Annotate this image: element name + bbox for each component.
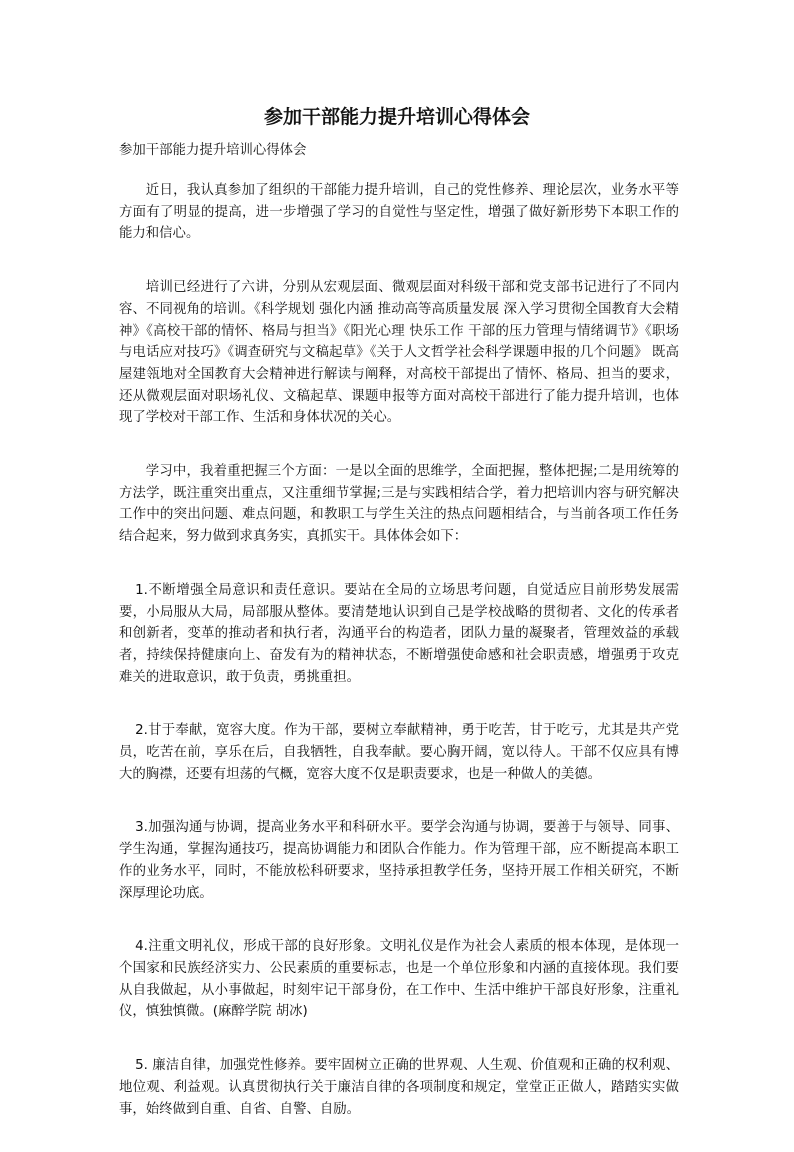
paragraph-intro: 近日，我认真参加了组织的干部能力提升培训，自己的党性修养、理论层次，业务水平等方面有了明显的提高，进一步增强了学习的自觉性与坚定性，增强了做好新形势下本职工作的能力和信心。 xyxy=(119,183,679,242)
paragraph-item-4: 4.注重文明礼仪，形成干部的良好形象。文明礼仪是作为社会人素质的根本体现，是体现一个国家和民族经济实力、公民素质的重要标志，也是一个单位形象和内涵的直接体现。我们要从自我做起，从小事做起，时刻牢记干部身份，在工作中、生活中维护干部良好形象，注重礼仪，慎独慎微。(麻醉学院 胡冰) xyxy=(119,939,679,1020)
paragraph-item-5: 5. 廉洁自律，加强党性修养。要牢固树立正确的世界观、人生观、价值观和正确的权利观、地位观、利益观。认真贯彻执行关于廉洁自律的各项制度和规定，堂堂正正做人，踏踏实实做事，始终做到自重、自省、自警、自励。 xyxy=(119,1058,679,1117)
paragraph-item-3: 3.加强沟通与协调，提高业务水平和科研水平。要学会沟通与协调，要善于与领导、同事、学生沟通，掌握沟通技巧，提高协调能力和团队合作能力。作为管理干部，应不断提高本职工作的业务水平，同时，不能放松科研要求，坚持承担教学任务，坚持开展工作相关研究，不断深厚理论功底。 xyxy=(119,820,679,901)
paragraph-study: 学习中，我着重把握三个方面：一是以全面的思维学，全面把握，整体把握;二是用统筹的方法学，既注重突出重点，又注重细节掌握;三是与实践相结合学，着力把培训内容与研究解决工作中的突出问题、难点问题，和教职工与学生关注的热点问题相结合，与当前各项工作任务结合起来，努力做到求真务实，真抓实干。具体体会如下： xyxy=(119,464,679,545)
paragraph-training: 培训已经进行了六讲，分别从宏观层面、微观层面对科级干部和党支部书记进行了不同内容、不同视角的培训。《科学规划 强化内涵 推动高等高质量发展 深入学习贯彻全国教育大会精神》《高校干部的情怀、格局与担当》《阳光心理 快乐工作 干部的压力管理与情绪调节》《职场与电话应对技巧》《调查研究与文稿起草》《关于人文哲学社会科学课题申报的几个问题》 既高屋建瓴地对全国教育大会精神进行解读与阐释，对高校干部提出了情怀、格局、担当的要求，还从微观层面对职场礼仪、文稿起草、课题申报等方面对高校干部进行了能力提升培训，也体现了学校对干部工作、生活和身体状况的关心。 xyxy=(119,280,679,426)
paragraph-item-2: 2.甘于奉献，宽容大度。作为干部，要树立奉献精神，勇于吃苦，甘于吃亏，尤其是共产党员，吃苦在前，享乐在后，自我牺牲，自我奉献。要心胸开阔，宽以待人。干部不仅应具有博大的胸襟，还要有坦荡的气概，宽容大度不仅是职责要求，也是一种做人的美德。 xyxy=(119,723,679,782)
document-subtitle: 参加干部能力提升培训心得体会 xyxy=(119,143,307,158)
document-title: 参加干部能力提升培训心得体会 xyxy=(263,106,530,128)
paragraph-item-1: 1.不断增强全局意识和责任意识。要站在全局的立场思考问题，自觉适应目前形势发展需要，小局服从大局，局部服从整体。要清楚地认识到自己是学校战略的贯彻者、文化的传承者和创新者，变革的推动者和执行者，沟通平台的构造者，团队力量的凝聚者，管理效益的承载者，持续保持健康向上、奋发有为的精神状态，不断增强使命感和社会职责感，增强勇于攻克难关的进取意识，敢于负责，勇挑重担。 xyxy=(119,582,679,685)
document-body xyxy=(119,180,679,1152)
